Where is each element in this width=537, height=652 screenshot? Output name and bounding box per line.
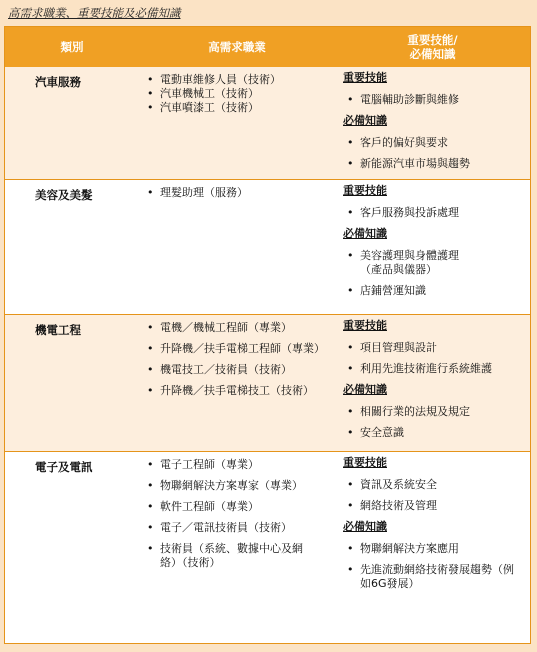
skills-cell — [343, 319, 528, 447]
jobs-list — [143, 321, 333, 405]
row-category: 電子及電訊 — [35, 460, 93, 474]
row-category: 美容及美髮 — [35, 188, 93, 202]
list-item: • 物聯網解決方案應用 — [343, 542, 528, 556]
skills-list — [343, 206, 528, 220]
skills-list — [343, 478, 528, 513]
jobs-list — [143, 73, 333, 115]
table-row — [5, 315, 530, 451]
list-item: • 電子／電訊技術員（技術） — [143, 521, 333, 535]
list-item: • 汽車機械工（技術） — [143, 87, 333, 101]
table-row — [5, 180, 530, 314]
skills-cell — [343, 184, 528, 305]
table-row — [5, 452, 530, 643]
list-item: • 項目管理與設計 — [343, 341, 528, 355]
row-category: 機電工程 — [35, 323, 81, 337]
row-category: 汽車服務 — [35, 75, 81, 89]
list-item: • 電機／機械工程師（專業） — [143, 321, 333, 335]
list-item: • 電子工程師（專業） — [143, 458, 333, 472]
skills-heading: 重要技能 — [343, 456, 387, 469]
knowledge-list — [343, 136, 528, 171]
knowledge-list — [343, 249, 528, 298]
list-item: • 網絡技術及管理 — [343, 499, 528, 513]
list-item: • 理髮助理（服務） — [143, 186, 333, 200]
list-item: • 汽車噴漆工（技術） — [143, 101, 333, 115]
list-item: • 店鋪營運知識 — [343, 284, 528, 298]
knowledge-heading: 必備知識 — [343, 227, 387, 240]
knowledge-list — [343, 405, 528, 440]
list-item: • 相關行業的法規及規定 — [343, 405, 528, 419]
table-header — [5, 27, 530, 67]
list-item: • 軟件工程師（專業） — [143, 500, 333, 514]
list-item: • 機電技工／技術員（技術） — [143, 363, 333, 377]
list-item: • 升降機／扶手電梯工程師（專業） — [143, 342, 333, 356]
skills-heading: 重要技能 — [343, 319, 387, 332]
list-item: • 電動車維修人員（技術） — [143, 73, 333, 87]
table-row — [5, 67, 530, 179]
header-jobs: 高需求職業 — [208, 40, 266, 54]
knowledge-heading: 必備知識 — [343, 114, 387, 127]
page-title: 高需求職業、重要技能及必備知識 — [8, 6, 181, 20]
knowledge-heading: 必備知識 — [343, 520, 387, 533]
skills-heading: 重要技能 — [343, 71, 387, 84]
list-item: • 技術員（系統、數據中心及網絡）（技術） — [143, 542, 310, 570]
list-item: • 利用先進技術進行系統維護 — [343, 362, 528, 376]
list-item: • 物聯網解決方案專家（專業） — [143, 479, 333, 493]
list-item: • 電腦輔助診斷與維修 — [343, 93, 528, 107]
skills-list — [343, 93, 528, 107]
header-skills: 重要技能/ 必備知識 — [407, 33, 458, 61]
jobs-list — [143, 458, 333, 577]
list-item: • 客戶服務與投訴處理 — [343, 206, 528, 220]
list-item: • 安全意識 — [343, 426, 528, 440]
skills-list — [343, 341, 528, 376]
skills-cell — [343, 71, 528, 178]
knowledge-heading: 必備知識 — [343, 383, 387, 396]
jobs-list — [143, 186, 333, 207]
list-item: • 先進流動網絡技術發展趨勢（例如6G發展） — [343, 563, 515, 591]
list-item: • 客戶的偏好與要求 — [343, 136, 528, 150]
list-item: • 美容護理與身體護理（產品與儀器） — [343, 249, 480, 277]
list-item: • 資訊及系統安全 — [343, 478, 528, 492]
list-item: • 升降機／扶手電梯技工（技術） — [143, 384, 333, 398]
skills-heading: 重要技能 — [343, 184, 387, 197]
careers-table — [4, 26, 531, 644]
header-category: 類別 — [60, 40, 84, 54]
knowledge-list — [343, 542, 528, 591]
skills-cell — [343, 456, 528, 598]
list-item: • 新能源汽車市場與趨勢 — [343, 157, 528, 171]
